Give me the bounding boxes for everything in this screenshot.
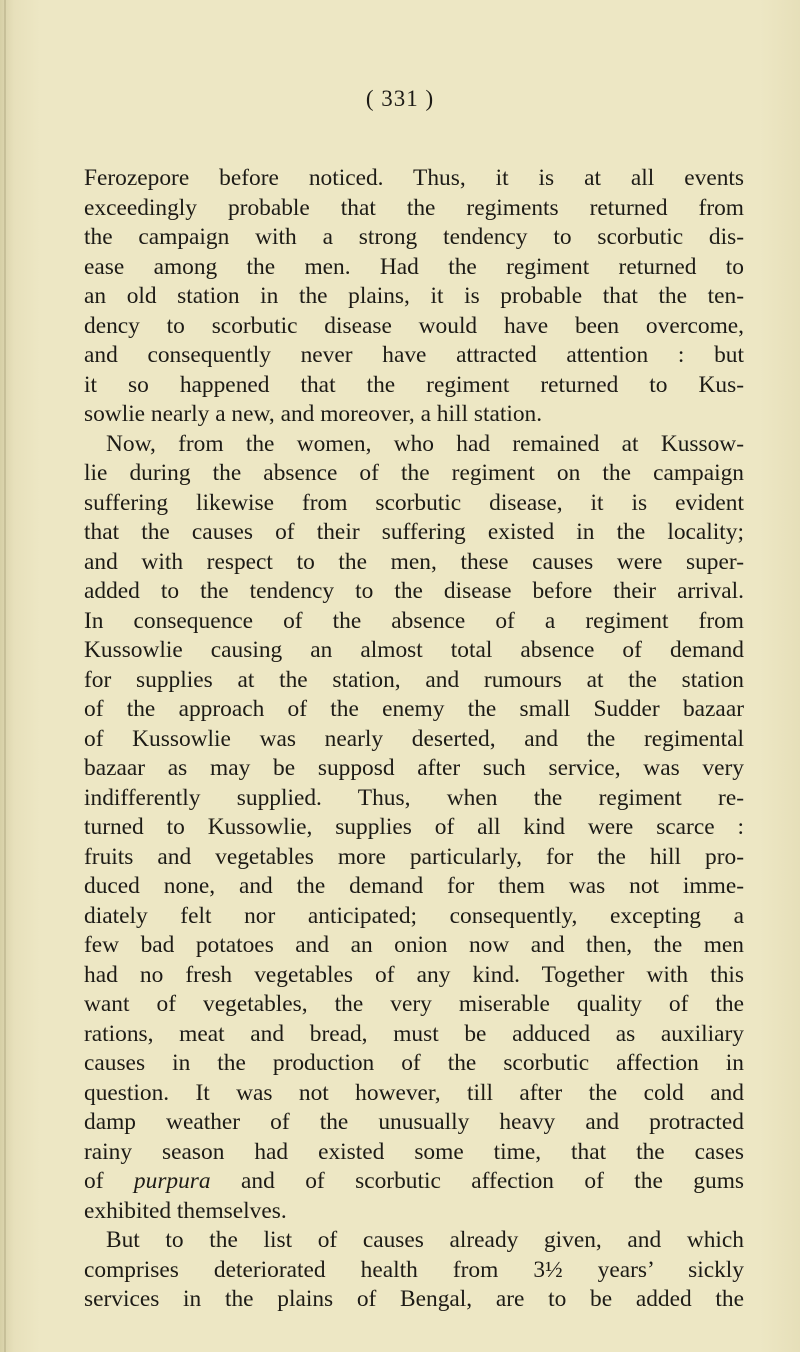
text-line: services in the plains of Bengal, are to be added the [84,1286,744,1312]
text-line: turned to Kussowlie, supplies of all kind were scarce : [84,814,744,840]
text-line: question. It was not however, till after the cold and [84,1079,744,1106]
text-line: In consequence of the absence of a regiment from [84,607,744,634]
text-line: bazaar as may be supposd after such service, was very [84,755,744,781]
text-line: exhibited themselves. [84,1197,287,1224]
text-line: sowlie nearly a new, and moreover, a hill station. [84,401,543,427]
text-line: causes in the production of the scorbutic affection in [84,1050,744,1076]
text-line: comprises deteriorated health from 3½ years’ sickly [84,1256,744,1283]
text-line: and with respect to the men, these causes were super- [84,548,744,575]
text-line: for supplies at the station, and rumours at the station [84,666,744,693]
text-line: damp weather of the unusually heavy and protracted [84,1109,744,1135]
purpura-prefix: of [84,1168,134,1194]
text-line: fruits and vegetables more particularly, for the hill pro- [84,843,744,870]
text-line: added to the tendency to the disease before their arrival. [84,578,744,604]
text-line: that the causes of their suffering existed in the locality; [84,519,744,545]
purpura-italic: purpura [133,1168,211,1194]
text-line: But to the list of causes already given, and which [106,1227,744,1253]
text-line: indifferently supplied. Thus, when the regiment re- [84,784,744,811]
text-line: Kussowlie causing an almost total absence of demand [84,637,744,663]
text-line: duced none, and the demand for them was not imme- [84,873,744,899]
binding-gutter [4,0,6,1352]
text-line: lie during the absence of the regiment on the campaign [84,460,744,486]
text-line: dency to scorbutic disease would have been overcome, [84,312,744,339]
text-line: rainy season had existed some time, that the cases [84,1138,744,1165]
text-line-purpura [84,1167,744,1197]
text-line: suffering likewise from scorbutic disease, it is evident [84,489,744,516]
text-line: an old station in the plains, it is probable that the ten- [84,283,744,309]
text-line: of the approach of the enemy the small Sudder bazaar [84,696,744,722]
text-line: rations, meat and bread, must be adduced as auxiliary [84,1020,744,1047]
text-line: want of vegetables, the very miserable quality of the [84,991,744,1017]
text-line: few bad potatoes and an onion now and then, the men [84,932,744,958]
text-line: the campaign with a strong tendency to scorbutic dis- [84,224,744,250]
text-line: diately felt nor anticipated; consequently, excepting a [84,902,744,929]
text-line: ease among the men. Had the regiment returned to [84,253,744,280]
purpura-suffix: and of scorbutic affection of the gums [210,1168,744,1194]
text-line: and consequently never have attracted attention : but [84,342,744,368]
text-line: of Kussowlie was nearly deserted, and the regimental [84,725,744,752]
text-line: exceedingly probable that the regiments returned from [84,194,744,221]
text-line: had no fresh vegetables of any kind. Together with this [84,961,744,988]
page-number: ( 331 ) [365,86,435,111]
text-line: Ferozepore before noticed. Thus, it is at all events [84,165,744,191]
text-line: Now, from the women, who had remained at Kussow- [106,430,744,457]
text-line: it so happened that the regiment returned to Kus- [84,371,744,398]
body-text [84,164,744,1315]
